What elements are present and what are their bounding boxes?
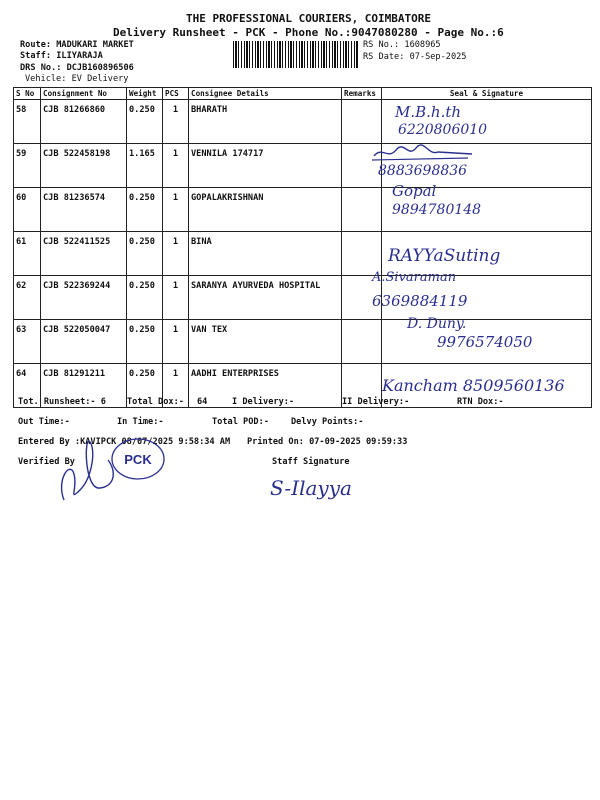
row-pcs: 1	[163, 276, 189, 320]
row-consignee: VAN TEX	[189, 320, 342, 364]
total-dox-value: 64	[197, 397, 208, 407]
i-delivery: I Delivery:-	[232, 397, 295, 407]
rs-number: RS No.: 1608965	[363, 40, 441, 50]
rs-date: RS Date: 07-Sep-2025	[363, 52, 467, 62]
row-remarks	[342, 320, 382, 364]
runsheet-table	[13, 87, 592, 408]
staff: Staff: ILIYARAJA	[20, 51, 103, 61]
row-pcs: 1	[163, 144, 189, 188]
entered-by: Entered By :KAVIPCK 08/07/2025 9:58:34 AM	[18, 437, 231, 447]
row-weight: 0.250	[127, 276, 163, 320]
row-consignment: CJB 81266860	[41, 100, 127, 144]
rtn-dox: RTN Dox:-	[457, 397, 504, 407]
table-row	[14, 276, 592, 320]
row-consignee: SARANYA AYURVEDA HOSPITAL	[189, 276, 342, 320]
row-weight: 0.250	[127, 188, 163, 232]
barcode	[233, 41, 358, 68]
row-sno: 58	[14, 100, 41, 144]
col-pcs: PCS	[163, 88, 189, 100]
staff-signature-label: Staff Signature	[272, 457, 350, 467]
row-sno: 61	[14, 232, 41, 276]
signature-60-phone-top: 8883698836	[378, 163, 468, 179]
col-weight: Weight	[127, 88, 163, 100]
ii-delivery: II Delivery:-	[342, 397, 410, 407]
vehicle: Vehicle: EV Delivery	[25, 74, 129, 84]
row-consignee: VENNILA 174717	[189, 144, 342, 188]
row-consignment: CJB 522458198	[41, 144, 127, 188]
row-weight: 1.165	[127, 144, 163, 188]
row-weight: 0.250	[127, 364, 163, 408]
route: Route: MADUKARI MARKET	[20, 40, 134, 50]
row-consignee: AADHI ENTERPRISES	[189, 364, 342, 408]
row-sno: 62	[14, 276, 41, 320]
table-row	[14, 144, 592, 188]
signature-60-name: Gopal	[392, 182, 437, 200]
col-remarks: Remarks	[342, 88, 382, 100]
row-consignment: CJB 81291211	[41, 364, 127, 408]
row-weight: 0.250	[127, 100, 163, 144]
row-consignment: CJB 522369244	[41, 276, 127, 320]
in-time: In Time:-	[117, 417, 164, 427]
signature-60-phone: 9894780148	[392, 202, 482, 218]
out-time: Out Time:-	[18, 417, 70, 427]
total-dox-label: Total Dox:-	[127, 397, 184, 407]
signature-63-phone: 9976574050	[437, 333, 533, 351]
delvy-points: Delvy Points:-	[291, 417, 364, 427]
signature-62-name: A.Sivaraman	[372, 270, 457, 285]
signature-64: Kancham 8509560136	[382, 376, 565, 395]
company-name: THE PROFESSIONAL COURIERS, COIMBATORE	[186, 12, 432, 25]
row-consignment: CJB 81236574	[41, 188, 127, 232]
row-remarks	[342, 100, 382, 144]
table-row	[14, 100, 592, 144]
row-pcs: 1	[163, 100, 189, 144]
row-consignee: GOPALAKRISHNAN	[189, 188, 342, 232]
row-consignment: CJB 522411525	[41, 232, 127, 276]
signature-59-scrawl	[368, 142, 478, 164]
row-weight: 0.250	[127, 232, 163, 276]
stamp-label: PCK	[124, 452, 152, 467]
table-row	[14, 188, 592, 232]
row-pcs: 1	[163, 188, 189, 232]
table-row	[14, 232, 592, 276]
row-remarks	[342, 232, 382, 276]
row-consignment: CJB 522050047	[41, 320, 127, 364]
signature-62-phone: 6369884119	[372, 292, 468, 310]
col-signature: Seal & Signature	[382, 88, 592, 100]
printed-on: Printed On: 07-09-2025 09:59:33	[247, 437, 408, 447]
signature-58-phone: 6220806010	[398, 122, 488, 138]
col-consignee: Consignee Details	[189, 88, 342, 100]
signature-61-name: RAYYaSuting	[388, 246, 501, 266]
row-pcs: 1	[163, 364, 189, 408]
row-sno: 64	[14, 364, 41, 408]
row-consignee: BHARATH	[189, 100, 342, 144]
row-weight: 0.250	[127, 320, 163, 364]
row-sno: 63	[14, 320, 41, 364]
row-consignee: BINA	[189, 232, 342, 276]
row-pcs: 1	[163, 232, 189, 276]
pck-stamp	[108, 434, 168, 484]
signature-58-name: M.B.h.th	[395, 103, 462, 121]
verified-by: Verified By	[18, 457, 75, 467]
staff-signature: S-Ilayya	[270, 476, 352, 500]
row-sno: 59	[14, 144, 41, 188]
signature-63-name: D. Duny.	[407, 316, 467, 332]
drs-number: DRS No.: DCJB160896506	[20, 63, 134, 73]
col-sno: S No	[14, 88, 41, 100]
row-sno: 60	[14, 188, 41, 232]
total-pod: Total POD:-	[212, 417, 269, 427]
col-consignment: Consignment No	[41, 88, 127, 100]
row-remarks	[342, 188, 382, 232]
table-header-row	[14, 88, 592, 100]
row-pcs: 1	[163, 320, 189, 364]
runsheet-title: Delivery Runsheet - PCK - Phone No.:9047080280 - Page No.:6	[113, 26, 504, 39]
tot-runsheet: Tot. Runsheet:- 6	[18, 397, 106, 407]
